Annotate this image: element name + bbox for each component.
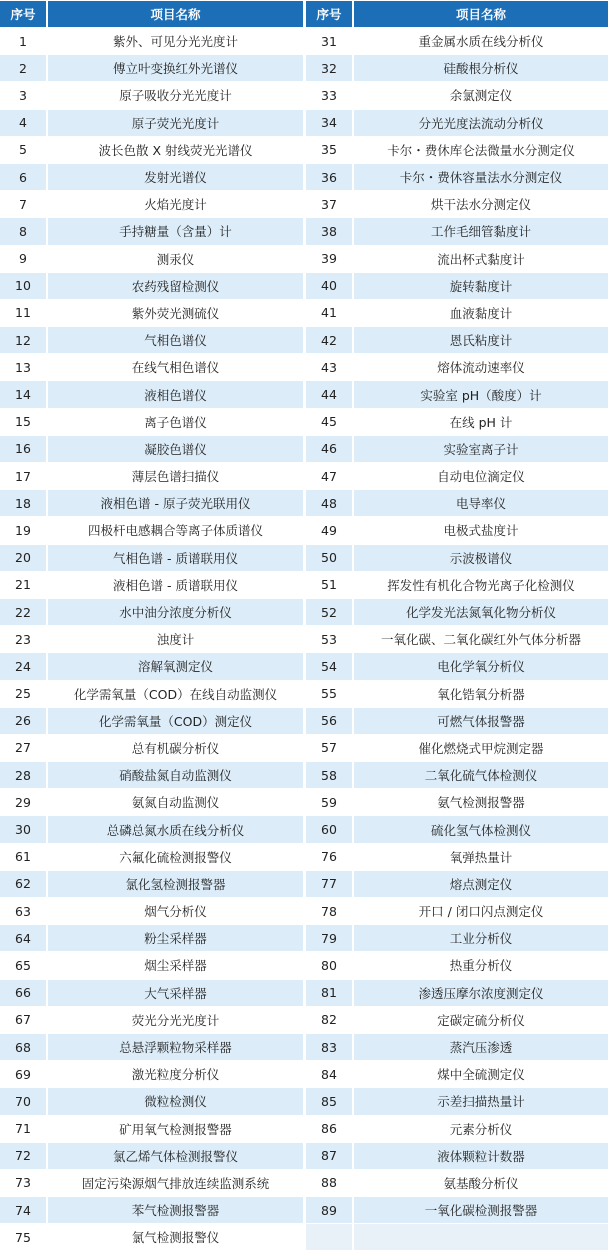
row-number: 65 <box>0 951 47 978</box>
row-number: 32 <box>306 54 353 81</box>
row-instrument-name: 可燃气体报警器 <box>353 707 608 734</box>
table-row <box>0 815 303 842</box>
table-row <box>306 326 608 353</box>
row-number: 87 <box>306 1142 353 1169</box>
table-row <box>0 571 303 598</box>
row-number: 51 <box>306 571 353 598</box>
row-instrument-name: 激光粒度分析仪 <box>47 1060 303 1087</box>
table-row <box>306 245 608 272</box>
row-number: 5 <box>0 136 47 163</box>
table-row <box>0 1087 303 1114</box>
row-instrument-name: 硫化氢气体检测仪 <box>353 815 608 842</box>
table-row <box>0 489 303 516</box>
row-number: 34 <box>306 109 353 136</box>
table-row <box>0 272 303 299</box>
row-instrument-name: 电导率仪 <box>353 489 608 516</box>
row-instrument-name: 原子荧光光度计 <box>47 109 303 136</box>
table-row <box>0 435 303 462</box>
row-number: 57 <box>306 734 353 761</box>
table-row <box>306 1169 608 1196</box>
row-number: 31 <box>306 27 353 54</box>
row-instrument-name: 一氧化碳检测报警器 <box>353 1196 608 1223</box>
row-instrument-name: 气相色谱 - 质谱联用仪 <box>47 544 303 571</box>
row-number: 10 <box>0 272 47 299</box>
table-body-right <box>306 27 608 1250</box>
row-instrument-name: 发射光谱仪 <box>47 163 303 190</box>
table-row <box>0 1169 303 1196</box>
table-row <box>306 652 608 679</box>
row-instrument-name: 实验室 pH（酸度）计 <box>353 380 608 407</box>
table-row <box>0 625 303 652</box>
row-instrument-name: 硝酸盐氮自动监测仪 <box>47 761 303 788</box>
empty-row <box>306 1223 608 1250</box>
row-number: 76 <box>306 843 353 870</box>
row-instrument-name: 六氟化硫检测报警仪 <box>47 843 303 870</box>
row-instrument-name: 化学需氧量（COD）在线自动监测仪 <box>47 680 303 707</box>
row-instrument-name: 分光光度法流动分析仪 <box>353 109 608 136</box>
row-instrument-name: 氨气检测报警器 <box>353 788 608 815</box>
row-instrument-name: 浊度计 <box>47 625 303 652</box>
row-instrument-name: 一氧化碳、二氧化碳红外气体分析器 <box>353 625 608 652</box>
table-row <box>0 516 303 543</box>
row-number: 35 <box>306 136 353 163</box>
row-instrument-name: 化学发光法氮氧化物分析仪 <box>353 598 608 625</box>
table-row <box>0 897 303 924</box>
row-number: 82 <box>306 1006 353 1033</box>
table-header-row <box>306 1 608 27</box>
row-instrument-name: 测汞仪 <box>47 245 303 272</box>
row-number: 81 <box>306 979 353 1006</box>
row-number: 63 <box>0 897 47 924</box>
table-row <box>0 544 303 571</box>
row-number: 18 <box>0 489 47 516</box>
table-row <box>306 843 608 870</box>
row-instrument-name: 气相色谱仪 <box>47 326 303 353</box>
row-instrument-name: 蒸汽压渗透 <box>353 1033 608 1060</box>
row-number: 29 <box>0 788 47 815</box>
row-number: 60 <box>306 815 353 842</box>
table-row <box>306 27 608 54</box>
table-row <box>306 1196 608 1223</box>
row-instrument-name: 卡尔・费休容量法水分测定仪 <box>353 163 608 190</box>
table-row <box>0 380 303 407</box>
table-row <box>0 326 303 353</box>
row-number: 39 <box>306 245 353 272</box>
row-instrument-name: 电化学氧分析仪 <box>353 652 608 679</box>
row-instrument-name: 自动电位滴定仪 <box>353 462 608 489</box>
row-instrument-name: 挥发性有机化合物光离子化检测仪 <box>353 571 608 598</box>
row-instrument-name <box>353 1223 608 1250</box>
row-instrument-name: 氯气检测报警仪 <box>47 1223 303 1250</box>
table-row <box>306 489 608 516</box>
table-row <box>306 1087 608 1114</box>
row-number: 26 <box>0 707 47 734</box>
row-instrument-name: 大气采样器 <box>47 979 303 1006</box>
row-instrument-name: 化学需氧量（COD）测定仪 <box>47 707 303 734</box>
row-instrument-name: 波长色散 X 射线荧光光谱仪 <box>47 136 303 163</box>
row-number: 77 <box>306 870 353 897</box>
row-instrument-name: 开口 / 闭口闪点测定仪 <box>353 897 608 924</box>
table-row <box>306 897 608 924</box>
row-instrument-name: 在线 pH 计 <box>353 408 608 435</box>
table-row <box>0 1223 303 1250</box>
row-instrument-name: 总悬浮颗粒物采样器 <box>47 1033 303 1060</box>
row-number: 20 <box>0 544 47 571</box>
column-header-number: 序号 <box>306 1 353 27</box>
row-instrument-name: 工作毛细管黏度计 <box>353 217 608 244</box>
table-row <box>0 27 303 54</box>
row-instrument-name: 烟气分析仪 <box>47 897 303 924</box>
row-number: 36 <box>306 163 353 190</box>
row-instrument-name: 元素分析仪 <box>353 1115 608 1142</box>
table-row <box>0 870 303 897</box>
table-row <box>306 598 608 625</box>
row-number: 56 <box>306 707 353 734</box>
row-number: 58 <box>306 761 353 788</box>
row-instrument-name: 粉尘采样器 <box>47 924 303 951</box>
row-number: 46 <box>306 435 353 462</box>
table-row <box>0 1006 303 1033</box>
table-row <box>0 924 303 951</box>
row-number: 84 <box>306 1060 353 1087</box>
row-instrument-name: 农药残留检测仪 <box>47 272 303 299</box>
row-instrument-name: 热重分析仪 <box>353 951 608 978</box>
row-instrument-name: 液相色谱 - 原子荧光联用仪 <box>47 489 303 516</box>
row-number: 69 <box>0 1060 47 1087</box>
table-row <box>306 190 608 217</box>
row-number: 9 <box>0 245 47 272</box>
row-number: 23 <box>0 625 47 652</box>
row-instrument-name: 流出杯式黏度计 <box>353 245 608 272</box>
row-instrument-name: 熔点测定仪 <box>353 870 608 897</box>
row-instrument-name: 渗透压摩尔浓度测定仪 <box>353 979 608 1006</box>
row-number: 37 <box>306 190 353 217</box>
row-instrument-name: 傅立叶变换红外光谱仪 <box>47 54 303 81</box>
table-row <box>0 163 303 190</box>
row-number: 70 <box>0 1087 47 1114</box>
row-instrument-name: 氧弹热量计 <box>353 843 608 870</box>
row-instrument-name: 煤中全硫测定仪 <box>353 1060 608 1087</box>
table-row <box>306 163 608 190</box>
row-number: 47 <box>306 462 353 489</box>
row-number: 38 <box>306 217 353 244</box>
row-number: 50 <box>306 544 353 571</box>
instrument-table-right <box>306 1 608 1250</box>
row-number: 17 <box>0 462 47 489</box>
row-instrument-name: 卡尔・费休库仑法微量水分测定仪 <box>353 136 608 163</box>
row-number: 12 <box>0 326 47 353</box>
row-number: 68 <box>0 1033 47 1060</box>
table-row <box>0 136 303 163</box>
table-row <box>0 54 303 81</box>
row-number: 28 <box>0 761 47 788</box>
table-row <box>306 734 608 761</box>
row-instrument-name: 示差扫描热量计 <box>353 1087 608 1114</box>
row-number: 55 <box>306 680 353 707</box>
row-number: 41 <box>306 299 353 326</box>
table-row <box>306 353 608 380</box>
table-row <box>0 652 303 679</box>
row-number: 4 <box>0 109 47 136</box>
row-number: 2 <box>0 54 47 81</box>
row-instrument-name: 定碳定硫分析仪 <box>353 1006 608 1033</box>
row-number: 30 <box>0 815 47 842</box>
table-row <box>0 598 303 625</box>
row-instrument-name: 氧化锆氧分析器 <box>353 680 608 707</box>
table-row <box>0 190 303 217</box>
table-row <box>0 951 303 978</box>
row-instrument-name: 氯乙烯气体检测报警仪 <box>47 1142 303 1169</box>
row-instrument-name: 紫外荧光测硫仪 <box>47 299 303 326</box>
row-instrument-name: 荧光分光光度计 <box>47 1006 303 1033</box>
row-instrument-name: 氨氮自动监测仪 <box>47 788 303 815</box>
row-instrument-name: 四极杆电感耦合等离子体质谱仪 <box>47 516 303 543</box>
row-number: 33 <box>306 81 353 108</box>
row-instrument-name: 水中油分浓度分析仪 <box>47 598 303 625</box>
row-number: 16 <box>0 435 47 462</box>
table-row <box>0 299 303 326</box>
table-header-row <box>0 1 303 27</box>
row-instrument-name: 氯化氢检测报警器 <box>47 870 303 897</box>
row-number: 7 <box>0 190 47 217</box>
table-row <box>0 680 303 707</box>
row-instrument-name: 在线气相色谱仪 <box>47 353 303 380</box>
row-instrument-name: 离子色谱仪 <box>47 408 303 435</box>
table-row <box>306 815 608 842</box>
row-number: 83 <box>306 1033 353 1060</box>
row-instrument-name: 氨基酸分析仪 <box>353 1169 608 1196</box>
row-number: 27 <box>0 734 47 761</box>
row-instrument-name: 液体颗粒计数器 <box>353 1142 608 1169</box>
table-row <box>306 1115 608 1142</box>
table-row <box>0 408 303 435</box>
row-number: 78 <box>306 897 353 924</box>
row-number: 15 <box>0 408 47 435</box>
row-number: 67 <box>0 1006 47 1033</box>
row-instrument-name: 硅酸根分析仪 <box>353 54 608 81</box>
row-number: 62 <box>0 870 47 897</box>
table-row <box>306 1006 608 1033</box>
row-number: 48 <box>306 489 353 516</box>
table-row <box>0 979 303 1006</box>
row-instrument-name: 总磷总氮水质在线分析仪 <box>47 815 303 842</box>
row-number <box>306 1223 353 1250</box>
row-instrument-name: 薄层色谱扫描仪 <box>47 462 303 489</box>
table-row <box>306 435 608 462</box>
table-body-left <box>0 27 303 1250</box>
row-instrument-name: 烟尘采样器 <box>47 951 303 978</box>
row-instrument-name: 重金属水质在线分析仪 <box>353 27 608 54</box>
column-header-name: 项目名称 <box>47 1 303 27</box>
table-row <box>0 109 303 136</box>
table-row <box>0 707 303 734</box>
row-number: 14 <box>0 380 47 407</box>
row-number: 44 <box>306 380 353 407</box>
table-row <box>306 380 608 407</box>
row-instrument-name: 工业分析仪 <box>353 924 608 951</box>
row-number: 80 <box>306 951 353 978</box>
table-row <box>306 516 608 543</box>
row-instrument-name: 催化燃烧式甲烷测定器 <box>353 734 608 761</box>
row-instrument-name: 旋转黏度计 <box>353 272 608 299</box>
table-row <box>0 788 303 815</box>
row-number: 3 <box>0 81 47 108</box>
row-number: 61 <box>0 843 47 870</box>
table-row <box>306 299 608 326</box>
row-number: 52 <box>306 598 353 625</box>
table-row <box>0 217 303 244</box>
row-number: 88 <box>306 1169 353 1196</box>
table-row <box>306 680 608 707</box>
table-row <box>306 951 608 978</box>
table-row <box>306 54 608 81</box>
row-number: 59 <box>306 788 353 815</box>
row-number: 6 <box>0 163 47 190</box>
table-row <box>306 1060 608 1087</box>
row-number: 25 <box>0 680 47 707</box>
row-instrument-name: 紫外、可见分光光度计 <box>47 27 303 54</box>
row-number: 53 <box>306 625 353 652</box>
table-row <box>0 462 303 489</box>
row-number: 75 <box>0 1223 47 1250</box>
table-row <box>306 81 608 108</box>
table-row <box>0 843 303 870</box>
row-instrument-name: 苯气检测报警器 <box>47 1196 303 1223</box>
row-number: 43 <box>306 353 353 380</box>
row-instrument-name: 烘干法水分测定仪 <box>353 190 608 217</box>
table-row <box>306 870 608 897</box>
table-row <box>306 136 608 163</box>
table-row <box>306 109 608 136</box>
row-instrument-name: 血液黏度计 <box>353 299 608 326</box>
row-number: 64 <box>0 924 47 951</box>
row-number: 79 <box>306 924 353 951</box>
table-row <box>0 245 303 272</box>
table-row <box>0 734 303 761</box>
row-instrument-name: 液相色谱 - 质谱联用仪 <box>47 571 303 598</box>
row-number: 54 <box>306 652 353 679</box>
row-instrument-name: 火焰光度计 <box>47 190 303 217</box>
row-number: 73 <box>0 1169 47 1196</box>
row-number: 49 <box>306 516 353 543</box>
instrument-table-left <box>0 1 303 1250</box>
table-row <box>0 1115 303 1142</box>
row-number: 89 <box>306 1196 353 1223</box>
column-header-number: 序号 <box>0 1 47 27</box>
table-row <box>306 408 608 435</box>
row-number: 13 <box>0 353 47 380</box>
table-row <box>306 217 608 244</box>
row-instrument-name: 熔体流动速率仪 <box>353 353 608 380</box>
row-number: 40 <box>306 272 353 299</box>
table-row <box>0 1196 303 1223</box>
table-row <box>0 1142 303 1169</box>
row-instrument-name: 凝胶色谱仪 <box>47 435 303 462</box>
row-number: 66 <box>0 979 47 1006</box>
row-instrument-name: 手持糖量（含量）计 <box>47 217 303 244</box>
row-instrument-name: 微粒检测仪 <box>47 1087 303 1114</box>
row-number: 1 <box>0 27 47 54</box>
row-number: 85 <box>306 1087 353 1114</box>
column-header-name: 项目名称 <box>353 1 608 27</box>
table-row <box>306 761 608 788</box>
row-number: 8 <box>0 217 47 244</box>
row-instrument-name: 实验室离子计 <box>353 435 608 462</box>
row-number: 42 <box>306 326 353 353</box>
table-row <box>0 1060 303 1087</box>
table-row <box>0 1033 303 1060</box>
row-instrument-name: 电极式盐度计 <box>353 516 608 543</box>
table-row <box>306 707 608 734</box>
table-row <box>306 571 608 598</box>
row-number: 22 <box>0 598 47 625</box>
table-row <box>306 462 608 489</box>
row-number: 19 <box>0 516 47 543</box>
row-number: 11 <box>0 299 47 326</box>
table-row <box>306 544 608 571</box>
table-row <box>306 924 608 951</box>
table-row <box>306 788 608 815</box>
row-instrument-name: 恩氏粘度计 <box>353 326 608 353</box>
row-instrument-name: 二氧化硫气体检测仪 <box>353 761 608 788</box>
table-row <box>0 353 303 380</box>
row-number: 21 <box>0 571 47 598</box>
row-number: 45 <box>306 408 353 435</box>
table-row <box>306 272 608 299</box>
row-instrument-name: 原子吸收分光光度计 <box>47 81 303 108</box>
row-number: 72 <box>0 1142 47 1169</box>
table-row <box>306 1142 608 1169</box>
table-row <box>306 1033 608 1060</box>
row-instrument-name: 余氯测定仪 <box>353 81 608 108</box>
row-number: 86 <box>306 1115 353 1142</box>
row-instrument-name: 总有机碳分析仪 <box>47 734 303 761</box>
table-row <box>306 979 608 1006</box>
table-row <box>0 81 303 108</box>
row-instrument-name: 示波极谱仪 <box>353 544 608 571</box>
row-number: 24 <box>0 652 47 679</box>
row-number: 71 <box>0 1115 47 1142</box>
row-instrument-name: 液相色谱仪 <box>47 380 303 407</box>
row-number: 74 <box>0 1196 47 1223</box>
row-instrument-name: 矿用氧气检测报警器 <box>47 1115 303 1142</box>
table-row <box>306 625 608 652</box>
row-instrument-name: 固定污染源烟气排放连续监测系统 <box>47 1169 303 1196</box>
row-instrument-name: 溶解氧测定仪 <box>47 652 303 679</box>
table-row <box>0 761 303 788</box>
